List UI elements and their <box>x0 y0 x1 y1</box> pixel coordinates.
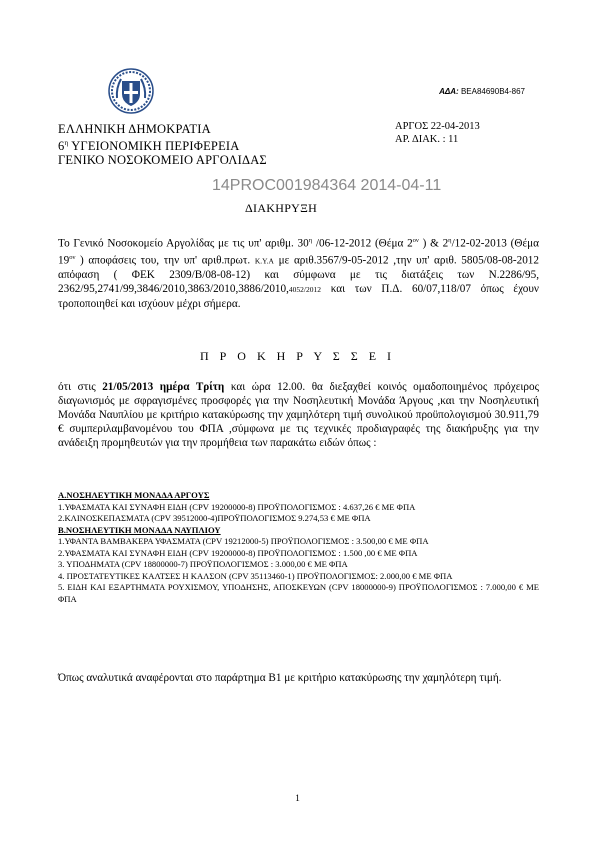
declaration-title: ΔΙΑΚΗΡΥΞΗ <box>245 201 318 215</box>
header-line-2: $6^\eta$ ΥΓΕΙΟΝΟΜΙΚΗ ΠΕΡΙΦΕΡΕΙΑ <box>58 139 240 154</box>
list-item: 2.ΥΦΑΣΜΑΤΑ ΚΑΙ ΣΥΝΑΦΗ ΕΙΔΗ (CPV 19200000-8) ΠΡΟΫΠΟΛΟΓΙΣΜΟΣ : 1.500 ,00 € ΜΕ ΦΠΑ <box>58 547 418 558</box>
procurement-number: 14PROC001984364 2014-04-11 <box>212 177 442 194</box>
list-item: 4. ΠΡΟΣΤΑΤΕΥΤΙΚΕΣ ΚΑΛΤΣΕΣ Η ΚΑΛΣΟΝ (CPV 35113460-1) ΠΡΟΫΠΟΛΟΓΙΣΜΟΣ: 2.000,00 € ΜΕ ΦΠΑ <box>58 570 453 581</box>
date-and-reference <box>395 120 480 146</box>
section-a-title: Α.ΝΟΣΗΛΕΥΤΙΚΗ ΜΟΝΑΔΑ ΑΡΓΟΥΣ <box>58 490 210 500</box>
ada-value: ΒΕΑ84690Β4-867 <box>460 87 525 96</box>
tender-date: 21/05/2013 <box>102 381 154 393</box>
page-number: 1 <box>295 794 300 804</box>
place-date: ΑΡΓΟΣ 22-04-2013 <box>395 121 480 132</box>
list-item: 1.ΥΦΑΣΜΑΤΑ ΚΑΙ ΣΥΝΑΦΗ ΕΙΔΗ (CPV 19200000-8) ΠΡΟΫΠΟΛΟΓΙΣΜΟΣ : 4.637,26 € ΜΕ ΦΠΑ <box>58 501 416 512</box>
intro-paragraph: Το Γενικό Νοσοκομείο Αργολίδας με τις υπ' αριθμ. $30^\eta$ /06-12-2012 (Θέμα $2^{o\nu}$ ) & $2^\eta/12-02-2013$ (Θέμα $19^{o\nu}$ ) αποφάσεις του, την υπ' αριθ.πρωτ. Κ.Υ.Α με αριθ.3567/9-05-2012 ,την υπ' αριθ. 5805/08-08-2012 απόφαση ( ΦΕΚ 2309/Β/08-08-12) και σύμφωνα με τις διατάξεις των Ν.2286/95, 2362/95,2741/99,3846/2010,3863/2010,3886/2010,4052/2012 και των Π.Δ. 60/07,118/07 όπως έχουν τροποποιηθεί και ισχύουν μέχρι σήμερα. <box>58 237 540 311</box>
greek-emblem-logo <box>108 68 154 114</box>
ada-label: ΑΔΑ: <box>439 87 459 96</box>
list-item: 3. ΥΠΟΔΗΜΑΤΑ (CPV 18800000-7) ΠΡΟΫΠΟΛΟΓΙΣΜΟΣ : 3.000,00 € ΜΕ ΦΠΑ <box>58 559 348 569</box>
declaration-number: ΑΡ. ΔΙΑΚ. : 11 <box>395 134 459 145</box>
header-line-3: ΓΕΝΙΚΟ ΝΟΣΟΚΟΜΕΙΟ ΑΡΓΟΛΙΔΑΣ <box>58 153 267 168</box>
list-item: 2.ΚΛΙΝΟΣΚΕΠΑΣΜΑΤΑ (CPV 39512000-4)ΠΡΟΫΠΟΛΟΓΙΣΜΟΣ 9.274,53 € ΜΕ ΦΠΑ <box>58 513 371 523</box>
proclaim-title: Π Ρ Ο Κ Η Ρ Υ Σ Σ Ε Ι <box>199 349 396 363</box>
body-paragraph: ότι στις 21/05/2013 ημέρα Τρίτη και ώρα 12.00. θα διεξαχθεί κοινός ομαδοποιημένος πρόχειρος διαγωνισμός με σφραγισμένες προσφορές για την Νοσηλευτική Μονάδα Άργους ,και την Νοσηλευτική Μονάδα Ναυπλίου με κριτήριο κατακύρωσης την χαμηλότερη τιμή συνολικού προϋπολογισμού 30.911,79 € συμπεριλαμβανομένου του ΦΠΑ ,σύμφωνα με τις τεχνικές προδιαγραφές της διακήρυξης για την ανάδειξη προμηθευτών για την προμήθεια των παρακάτω ειδών όπως : <box>58 381 540 449</box>
section-b-title: Β.ΝΟΣΗΛΕΥΤΙΚΗ ΜΟΝΑΔΑ ΝΑΥΠΛΙΟΥ <box>58 524 221 535</box>
ada-code <box>439 87 525 96</box>
list-item: 5. ΕΙΔΗ ΚΑΙ ΕΞΑΡΤΗΜΑΤΑ ΡΟΥΧΙΣΜΟΥ, ΥΠΟΔΗΣΗΣ, ΑΠΟΣΚΕΥΩΝ (CPV 18000000-9) ΠΡΟΫΠΟΛΟΓΙΣΜΟΣ : 7.000,00 € ΜΕ ΦΠΑ <box>58 582 539 604</box>
header-line-1: ΕΛΛΗΝΙΚΗ ΔΗΜΟΚΡΑΤΙΑ <box>58 122 211 136</box>
tender-day: ημέρα Τρίτη <box>159 381 225 393</box>
closing-paragraph: Όπως αναλυτικά αναφέρονται στο παράρτημα Β1 με κριτήριο κατακύρωσης την χαμηλότερη τιμή. <box>58 672 502 684</box>
items-list <box>58 490 539 605</box>
organization-header <box>58 122 267 167</box>
list-item: 1.ΥΦΑΝΤΑ ΒΑΜΒΑΚΕΡΑ ΥΦΑΣΜΑΤΑ (CPV 19212000-5) ΠΡΟΫΠΟΛΟΓΙΣΜΟΣ : 3.500,00 € ΜΕ ΦΠΑ <box>58 536 429 546</box>
